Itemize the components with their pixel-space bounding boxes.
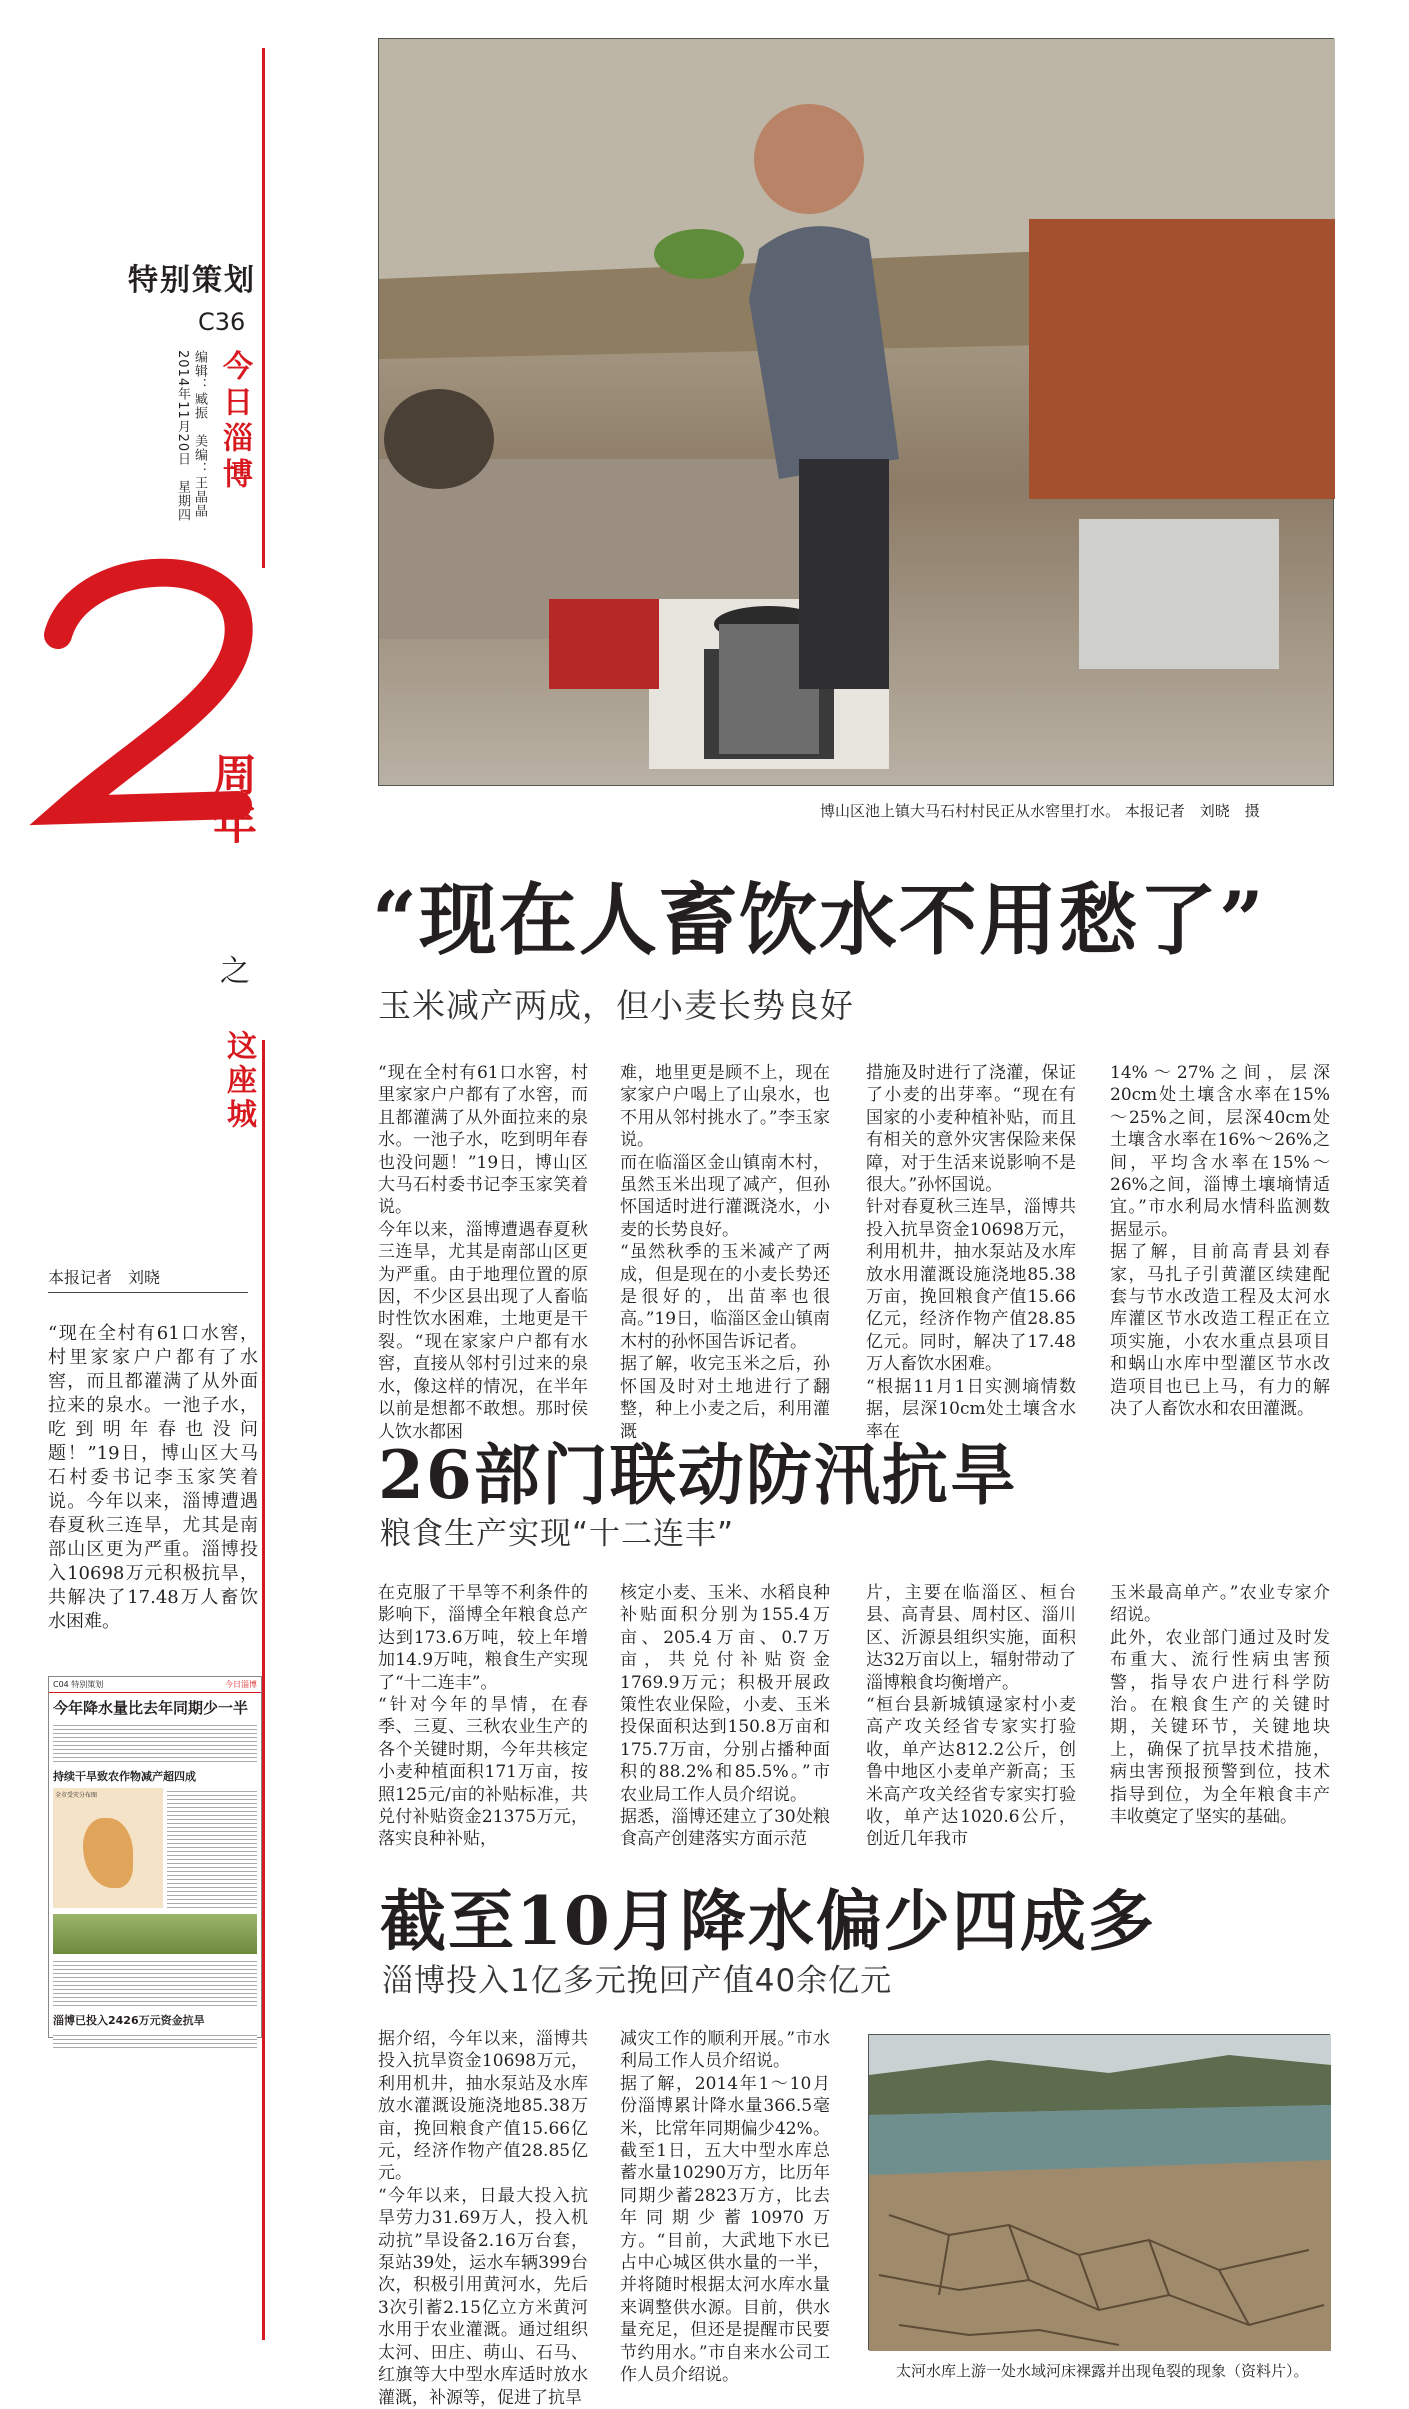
- article1-col-4: 14%～27%之间，层深20cm处土壤含水率在15%～25%之间，层深40cm处土壤含水率在16%～26%之间，平均含水率在15%～26%之间，淄博土壤墒情适宜。”市水利局水情科监测数据显示。 据了解，目前高青县刘春家，马扎子引黄灌区续建配套与节水改造工程及太河水库灌区节水改造工程正在立项实施，小农水重点县项目和蜗山水库中型灌区节水改造项目也已上马，有力的解决了人畜饮水和农田灌溉。: [1110, 1063, 1330, 1420]
- article3-subhead: 淄博投入1亿多元挽回产值40余亿元: [382, 1963, 893, 1999]
- paper-name: 今日淄博: [217, 350, 252, 494]
- article3-col-1: 据介绍，今年以来，淄博共投入抗旱资金10698万元，利用机井，抽水泵站及水库放水灌溉设施浇地85.38万亩，挽回粮食产值15.66亿元，经济作物产值28.85亿元。 “今年以来，日最大投入抗旱劳力31.69万人，投入机动抗”旱设备2.16万台套，泵站39处，运水车辆399台次，积极引用黄河水，先后3次引蓄2.15亿立方米黄河水用于农业灌溉。通过组织太河、田庄、萌山、石马、红旗等大中型水库适时放水灌溉，补源等，促进了抗旱: [378, 2029, 588, 2408]
- article2-headline: 26部门联动防汛抗旱: [378, 1436, 1018, 1514]
- red-rule-bottom: [262, 1040, 265, 2340]
- article1-col-3: 措施及时进行了浇灌，保证了小麦的出芽率。“现在有国家的小麦种植补贴，而且有相关的意外灾害保险来保障，对于生活来说影响不是很大。”孙怀国说。 针对春夏秋三连旱，淄博共投入抗旱资金10698万元，利用机井，抽水泵站及水库放水用灌溉设施浇地85.38万亩，挽回粮食产值15.66亿元，经济作物产值28.85亿元。同时，解决了17.48万人畜饮水困难。 “根据11月1日实测墒情数据，层深10cm处土壤含水率在: [866, 1063, 1076, 1442]
- sidebar-byline: 本报记者 刘晓: [48, 1268, 161, 1287]
- red-rule-top: [262, 48, 265, 568]
- thumb-text-block-1: [53, 1722, 257, 1764]
- thumb-text-block-2: [167, 1788, 257, 1908]
- anniversary-glyph: 之: [220, 954, 250, 989]
- top-photo-caption: 博山区池上镇大马石村村民正从水窖里打水。 本报记者 刘晓 摄: [820, 802, 1260, 820]
- article1-headline: “现在人畜饮水不用愁了”: [372, 875, 1266, 966]
- thumb-headline-2: 持续干旱致农作物减产超四成: [53, 1770, 196, 1783]
- article1-col-2: 难，地里更是顾不上，现在家家户户喝上了山泉水，也不用从邻村挑水了。”李玉家说。 而在临淄区金山镇南木村，虽然玉米出现了减产，但孙怀国适时进行灌溉浇水，小麦的长势良好。 “虽然秋季的玉米减产了两成，但是现在的小麦长势还是很好的，出苗率也很高。”19日，临淄区金山镇南木村的孙怀国告诉记者。 据了解，收完玉米之后，孙怀国及时对土地进行了翻整，种上小麦之后，利用灌溉: [620, 1063, 830, 1442]
- article3-headline: 截至10月降水偏少四成多: [380, 1882, 1156, 1960]
- article2-col-3: 片，主要在临淄区、桓台县、高青县、周村区、淄川区、沂源县组织实施，面积达32万亩以上，辐射带动了淄博粮食均衡增产。 “桓台县新城镇逯家村小麦高产攻关经省专家实打验收，单产达812.2公斤，创鲁中地区小麦单产新高；玉米高产攻关经省专家实打验收，单产达1020.6公斤，创近几年我市: [866, 1583, 1076, 1850]
- sidebar-lead: “现在全村有61口水窖，村里家家户户都有了水窖，而且都灌满了从外面拉来的泉水。一池子水，吃到明年春也没问题！”19日，博山区大马石村委书记李玉家笑着说。今年以来，淄博遭遇春夏秋三连旱，尤其是南部山区更为严重。淄博投入10698万元积极抗旱，共解决了17.48万人畜饮水困难。: [48, 1323, 258, 1632]
- anniversary-word: 周年: [205, 752, 256, 848]
- article2-col-4: 玉米最高单产。”农业专家介绍说。 此外，农业部门通过及时发布重大、流行性病虫害预警，指导农户进行科学防治。在粮食生产的关键时期，关键环节，关键地块上，确保了抗旱技术措施，病虫害预报预警到位，技术指导到位，为全年粮食丰产丰收奠定了坚实的基础。: [1110, 1583, 1330, 1828]
- article2-subhead: 粮食生产实现“十二连丰”: [380, 1516, 735, 1552]
- thumb-headline-3: 淄博已投入2426万元资金抗旱: [53, 2014, 205, 2027]
- sidebar-byline-rule: [48, 1292, 248, 1293]
- article3-col-2: 减灾工作的顺利开展。”市水利局工作人员介绍说。 据了解，2014年1～10月份淄博累计降水量366.5毫米，比常年同期偏少42%。截至1日，五大中型水库总蓄水量10290万方，比历年同期少蓄2823万方，比去年同期少蓄10970万方。“目前，大武地下水已占中心城区供水量的一半，并将随时根据太河水库水量来调整供水源。目前，供水量充足，但还是提醒市民要节约用水。”市自来水公司工作人员介绍说。: [620, 2029, 830, 2386]
- article2-col-1: 在克服了干旱等不利条件的影响下，淄博全年粮食总产达到173.6万吨，较上年增加14.9万吨，粮食生产实现了“十二连丰”。 “针对今年的旱情，在春季、三夏、三秋农业生产的各个关键时期，今年共核定小麦种植面积171万亩，按照125元/亩的补贴标准，共兑付补贴资金21375万元，落实良种补贴，: [378, 1583, 588, 1850]
- top-photo: [378, 38, 1334, 786]
- article1-subhead: 玉米减产两成，但小麦长势良好: [378, 986, 854, 1025]
- article1-col-1: “现在全村有61口水窖，村里家家户户都有了水窖，而且都灌满了从外面拉来的泉水。一池子水，吃到明年春也没问题！”19日，博山区大马石村委书记李玉家笑着说。 今年以来，淄博遭遇春夏秋三连旱，尤其是南部山区更为严重。由于地理位置的原因，不少区县出现了人畜临时性饮水困难，土地更是干裂。“现在家家户户都有水窖，直接从邻村引过来的泉水，像这样的情况，在半年以前是想都不敢想。那时侯人饮水都困: [378, 1063, 588, 1442]
- section-title: 特别策划: [128, 263, 256, 298]
- page-number: C36: [198, 308, 246, 336]
- previous-page-thumbnail[interactable]: [48, 1676, 262, 2038]
- thumb-map-label: 全市受灾分布图: [55, 1792, 98, 1799]
- edition-date: 2014年11月20日 星期四: [175, 350, 190, 523]
- article2-col-2: 核定小麦、玉米、水稻良种补贴面积分别为155.4万亩、205.4万亩、0.7万亩，共兑付补贴资金1769.9万元；积极开展政策性农业保险，小麦、玉米投保面积达到150.8万亩和175.7万亩，分别占播种面积的88.2%和85.5%。”市农业局工作人员介绍说。 据悉，淄博还建立了30处粮食高产创建落实方面示范: [620, 1583, 830, 1850]
- thumb-text-block-4: [53, 2032, 257, 2050]
- reservoir-photo-caption: 太河水库上游一处水域河床裸露并出现龟裂的现象（资料片）。: [896, 2362, 1309, 2380]
- thumb-map: [53, 1788, 163, 1908]
- thumb-headline-1: 今年降水量比去年同期少一半: [53, 1699, 249, 1717]
- thumb-header-right: 今日淄博: [225, 1680, 257, 1689]
- anniversary-subtitle: 这座城: [221, 1030, 256, 1132]
- editor-credit: 编辑：臧振 美编：王晶晶: [192, 350, 207, 518]
- reservoir-photo: [868, 2034, 1330, 2350]
- thumb-text-block-3: [53, 1958, 257, 2008]
- thumb-header-left: C04 特别策划: [53, 1680, 104, 1689]
- thumb-photo: [53, 1914, 257, 1954]
